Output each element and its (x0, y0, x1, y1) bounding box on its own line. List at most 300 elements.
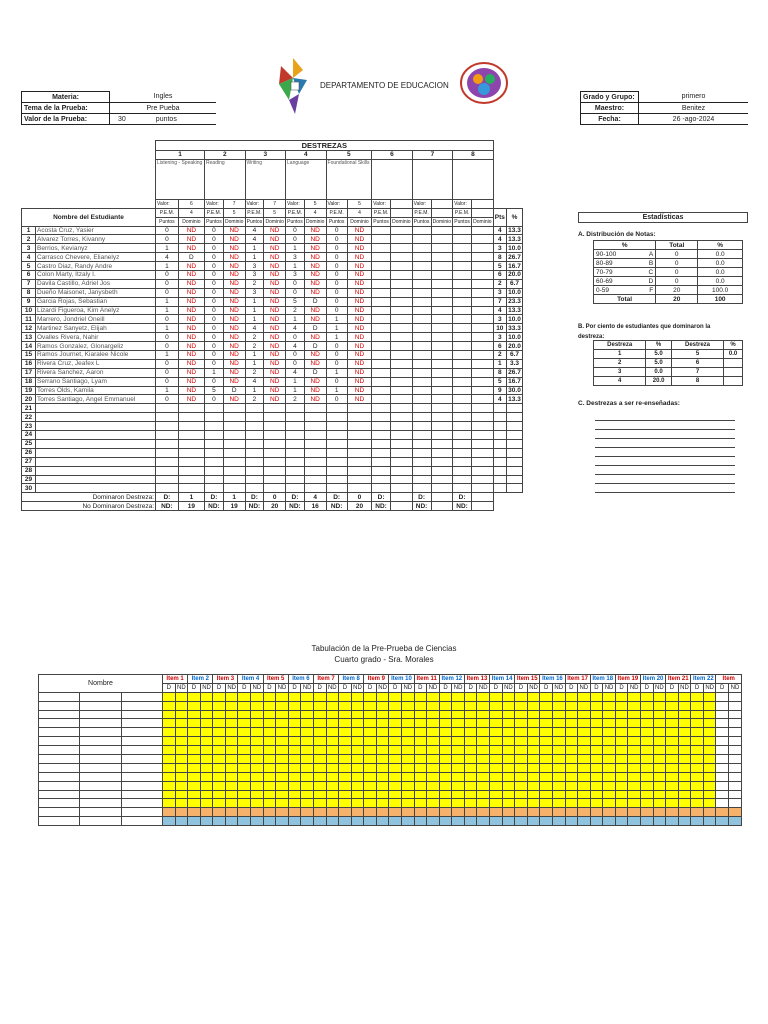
skill-number: 8 (453, 151, 494, 160)
student-percent: 16.7 (508, 262, 521, 270)
skill-points: 1 (156, 262, 179, 271)
total-cell: 100 (698, 295, 743, 304)
count-value: 16 (304, 502, 326, 511)
mastery-cell: 0.0 (646, 368, 672, 377)
student-points: 2 (493, 351, 506, 360)
row-number: 18 (22, 377, 36, 386)
row-number: 19 (22, 386, 36, 395)
skill-points: 0 (156, 235, 179, 244)
skill-points: 0 (326, 342, 347, 351)
skill-mastery: ND (347, 315, 371, 324)
table-row (22, 324, 523, 333)
skill-mastery: ND (264, 244, 286, 253)
item-header: Item 7 (313, 675, 338, 684)
skill-mastery: ND (264, 386, 286, 395)
pts-header: Pts (493, 208, 506, 226)
table-row (22, 448, 523, 457)
skill-mastery: ND (178, 395, 204, 404)
table-row (22, 395, 523, 404)
grade-range: 70-79 (596, 268, 613, 276)
table-row (22, 297, 523, 306)
count-label: ND: (286, 502, 305, 511)
skill-valor: 7 (223, 199, 245, 208)
skill-points: 3 (245, 271, 264, 280)
skill-points: 0 (326, 279, 347, 288)
row-number: 1 (22, 226, 36, 235)
student-points: 3 (493, 315, 506, 324)
skill-points: 1 (156, 324, 179, 333)
item-subheader: ND (202, 684, 211, 691)
skill-points: 4 (156, 253, 179, 262)
skill-mastery: ND (304, 306, 326, 315)
skill-mastery-table (593, 340, 743, 386)
mastery-cell: 3 (594, 368, 646, 377)
student-percent: 30.0 (508, 387, 521, 395)
item-tabulation-table (38, 674, 742, 826)
skill-mastery: ND (223, 395, 245, 404)
skill-points: 0 (156, 288, 179, 297)
student-points: 6 (493, 342, 506, 351)
dominio-label: Dominio (473, 218, 492, 225)
skill-points: 1 (245, 244, 264, 253)
skill-points: 1 (156, 297, 179, 306)
header-right (580, 91, 748, 125)
grade-letter: F (649, 286, 654, 294)
table-row (39, 755, 742, 764)
skill-pem: 4 (304, 208, 326, 217)
student-points: 3 (493, 288, 506, 297)
student-percent: 10.0 (508, 333, 521, 341)
grade-range: 80-89 (596, 259, 613, 267)
skill-mastery: ND (223, 359, 245, 368)
skill-mastery: ND (264, 315, 286, 324)
skill-points: 1 (326, 368, 347, 377)
item-subheader: D (339, 683, 352, 692)
item-header: Item 18 (590, 675, 615, 684)
skill-valor (391, 199, 413, 208)
item-subheader: D (364, 683, 377, 692)
skill-valor: 6 (178, 199, 204, 208)
skill-mastery: ND (178, 359, 204, 368)
sheet2-nombre-header: Nombre (39, 675, 163, 693)
skill-valor (431, 199, 453, 208)
skill-mastery: ND (264, 342, 286, 351)
table-row (22, 342, 523, 351)
skill-mastery: ND (347, 342, 371, 351)
grade-total: 0 (656, 250, 698, 259)
count-value (431, 493, 453, 502)
mastery-col-header: Destreza (594, 341, 646, 350)
dominio-label: Dominio (225, 218, 244, 225)
student-percent: 13.3 (508, 307, 521, 315)
skill-mastery: ND (264, 253, 286, 262)
skill-points: 0 (326, 288, 347, 297)
stats-col-header: % (698, 241, 743, 250)
grade-percent: 0.0 (698, 268, 743, 277)
no-dominaron-row (22, 502, 523, 511)
student-percent: 16.7 (508, 378, 521, 386)
mastery-cell (724, 377, 743, 386)
skill-points: 0 (326, 235, 347, 244)
skills-grade-table (21, 140, 523, 511)
row-number: 30 (22, 484, 36, 493)
skill-mastery: ND (264, 235, 286, 244)
skill-mastery: ND (178, 235, 204, 244)
table-row (22, 359, 523, 368)
student-points: 4 (493, 306, 506, 315)
puntos-label: Puntos (246, 218, 263, 225)
destrezas-title: DESTREZAS (156, 141, 494, 151)
row-number: 9 (22, 297, 36, 306)
grade-row (594, 259, 743, 268)
no-dominaron-row-label: No Dominaron Destreza: (22, 502, 156, 511)
row-number: 10 (22, 306, 36, 315)
sheet2-subtitle: Cuarto grado - Sra. Morales (334, 655, 434, 664)
skill-mastery: ND (264, 279, 286, 288)
item-subheader: D (565, 683, 578, 692)
row-number: 23 (22, 422, 36, 431)
row-number: 20 (22, 395, 36, 404)
table-row (39, 710, 742, 719)
pem-label: P.E.M. (372, 208, 391, 217)
table-row (39, 737, 742, 746)
grade-percent: 0.0 (698, 259, 743, 268)
skill-points: 0 (156, 333, 179, 342)
skill-points: 1 (286, 315, 305, 324)
table-row (22, 457, 523, 466)
skill-points: 1 (245, 253, 264, 262)
student-points: 9 (493, 386, 506, 395)
skill-valor: 5 (347, 199, 371, 208)
item-header: Item 21 (666, 675, 691, 684)
student-percent: 20.0 (508, 342, 521, 350)
table-row (22, 235, 523, 244)
student-name: Berrios, Kevianyz (36, 244, 156, 253)
header-left (21, 91, 216, 125)
skill-pem: 4 (347, 208, 371, 217)
skill-points: 3 (286, 271, 305, 280)
item-subheader: ND (302, 684, 312, 691)
table-row (39, 781, 742, 790)
skill-points: 1 (286, 386, 305, 395)
skill-mastery: ND (304, 333, 326, 342)
grade-letter: A (648, 250, 654, 258)
valor-label: Valor: (245, 199, 264, 208)
item-subheader: ND (403, 684, 413, 691)
skill-points: 3 (245, 288, 264, 297)
count-value: 1 (223, 493, 245, 502)
skill-mastery: ND (178, 333, 204, 342)
item-subheader: ND (327, 684, 337, 691)
row-number: 22 (22, 413, 36, 422)
item-header: Item 19 (615, 675, 640, 684)
item-subheader: D (188, 683, 201, 692)
count-label: ND: (372, 502, 391, 511)
student-name: Ramos Journet, Kiaralee Nicole (36, 351, 156, 360)
count-label: D: (412, 493, 431, 502)
grade-distribution-table (593, 240, 743, 304)
item-header: Item 13 (464, 675, 489, 684)
grade-letter: C (648, 268, 654, 276)
count-label: ND: (453, 502, 472, 511)
skill-name: Reading (205, 159, 246, 199)
count-label: ND: (205, 502, 224, 511)
item-header: Item (716, 675, 742, 684)
skill-mastery: ND (304, 226, 326, 235)
grado-label: Grado y Grupo: (581, 92, 639, 103)
valor-unit: puntos (155, 115, 177, 123)
skill-mastery: ND (178, 244, 204, 253)
table-row (22, 244, 523, 253)
table-row (22, 475, 523, 484)
skill-points: 0 (326, 395, 347, 404)
count-value (472, 502, 494, 511)
skill-pem: 4 (178, 208, 204, 217)
row-number: 17 (22, 368, 36, 377)
skill-mastery: ND (304, 377, 326, 386)
table-row (22, 404, 523, 413)
stats-a-title: A. Distribución de Notas: (578, 231, 656, 238)
mastery-cell (724, 359, 743, 368)
reteach-line (595, 439, 735, 448)
skill-mastery: ND (304, 235, 326, 244)
fecha-label: Fecha: (581, 114, 639, 125)
skill-points: 0 (205, 297, 224, 306)
skill-mastery: ND (347, 271, 371, 280)
skill-valor: 5 (304, 199, 326, 208)
skill-points: 4 (245, 324, 264, 333)
skill-number: 7 (412, 151, 453, 160)
mastery-col-header: Destreza (671, 341, 723, 350)
pem-label: P.E.M. (286, 208, 305, 217)
row-number: 25 (22, 439, 36, 448)
item-header: Item 16 (540, 675, 565, 684)
dominio-label: Dominio (178, 217, 204, 226)
item-subheader: D (666, 683, 679, 692)
skill-points: 0 (205, 244, 224, 253)
skill-mastery: ND (178, 288, 204, 297)
skill-points: 1 (326, 315, 347, 324)
skill-points: 1 (326, 324, 347, 333)
count-label: D: (205, 493, 224, 502)
item-header: Item 8 (339, 675, 364, 684)
skill-points: 5 (205, 386, 224, 395)
mastery-cell: 20.0 (646, 377, 672, 386)
skill-mastery: ND (304, 351, 326, 360)
skill-points: 0 (326, 271, 347, 280)
student-percent: 13.3 (508, 235, 521, 243)
skill-name: Foundational Skills (326, 159, 372, 199)
mastery-cell: 5.0 (646, 359, 672, 368)
skill-points: 1 (156, 351, 179, 360)
skill-mastery: ND (264, 324, 286, 333)
skill-mastery: ND (347, 262, 371, 271)
skill-mastery: D (304, 297, 326, 306)
skill-mastery: ND (223, 297, 245, 306)
skill-pem (431, 208, 453, 217)
skill-mastery: D (223, 386, 245, 395)
mastery-col-header: % (646, 341, 672, 350)
skill-mastery: ND (264, 377, 286, 386)
skill-points: 0 (205, 253, 224, 262)
student-points: 5 (493, 262, 506, 271)
student-name: Colon Marty, Itzaly I. (36, 271, 156, 280)
grade-row (594, 250, 743, 259)
item-subheader: D (414, 683, 427, 692)
item-subheader: ND (478, 684, 488, 691)
count-value (391, 493, 413, 502)
grade-total: 0 (656, 259, 698, 268)
item-subheader: D (313, 683, 326, 692)
item-subheader: D (464, 683, 477, 692)
skill-points: 0 (326, 377, 347, 386)
student-percent: 3.3 (506, 359, 522, 368)
skill-points: 0 (205, 342, 224, 351)
item-subheader: D (515, 683, 528, 692)
student-percent: 13.3 (508, 395, 521, 403)
valor-label: Valor: (326, 199, 347, 208)
grade-range: 0-59 (596, 286, 610, 294)
skill-number: 1 (156, 151, 205, 160)
skill-points: 0 (156, 342, 179, 351)
skill-points: 1 (286, 262, 305, 271)
skill-mastery: ND (223, 235, 245, 244)
skill-mastery: ND (223, 226, 245, 235)
item-header: Item 4 (238, 675, 263, 684)
skill-mastery: ND (178, 262, 204, 271)
grade-row (594, 286, 743, 295)
student-points: 8 (493, 368, 506, 377)
grade-total: 0 (656, 277, 698, 286)
skill-mastery: D (178, 253, 204, 262)
skill-points: 1 (326, 333, 347, 342)
table-row (22, 253, 523, 262)
skill-mastery: ND (264, 226, 286, 235)
dominio-label: Dominio (347, 217, 371, 226)
skill-mastery: ND (347, 279, 371, 288)
reteach-lines (595, 412, 735, 493)
item-subheader: ND (554, 684, 564, 691)
row-number: 27 (22, 457, 36, 466)
skill-points: 0 (156, 315, 179, 324)
skill-mastery: ND (304, 244, 326, 253)
puntos-label: Puntos (156, 217, 179, 226)
item-header: Item 14 (490, 675, 515, 684)
skill-mastery: ND (264, 359, 286, 368)
count-label: ND: (326, 502, 347, 511)
table-row (39, 692, 742, 701)
skill-points: 2 (245, 333, 264, 342)
table-row (22, 315, 523, 324)
grado-value: primero (639, 92, 749, 103)
skill-mastery: ND (178, 368, 204, 377)
count-label: D: (245, 493, 264, 502)
row-number: 4 (22, 253, 36, 262)
skill-points: 0 (326, 306, 347, 315)
valor-value: 30 (118, 115, 126, 123)
skill-mastery: ND (264, 333, 286, 342)
valor-label: Valor: (412, 199, 431, 208)
skill-points: 4 (286, 342, 305, 351)
mastery-row (594, 368, 743, 377)
stats-col-header: % (594, 241, 656, 250)
skill-mastery: ND (304, 262, 326, 271)
skill-mastery: ND (178, 279, 204, 288)
mastery-col-header: % (724, 341, 743, 350)
skill-pem (391, 208, 413, 217)
skill-points: 1 (205, 368, 224, 377)
count-label: ND: (245, 502, 264, 511)
mastery-row (594, 377, 743, 386)
skill-points: 0 (205, 359, 224, 368)
table-row (39, 701, 742, 710)
skill-points: 0 (156, 279, 179, 288)
table-row (39, 817, 742, 826)
student-percent: 10.0 (508, 315, 521, 323)
skill-points: 1 (326, 386, 347, 395)
skill-mastery: ND (223, 333, 245, 342)
student-name: Garcia Rojas, Sebastian (36, 297, 156, 306)
skill-mastery: ND (347, 288, 371, 297)
skill-mastery: ND (264, 271, 286, 280)
skill-points: 0 (205, 395, 224, 404)
item-header: Item 6 (288, 675, 313, 684)
pem-label: P.E.M. (453, 208, 472, 217)
skill-mastery: ND (347, 368, 371, 377)
row-number: 16 (22, 359, 36, 368)
skill-points: 1 (245, 306, 264, 315)
student-points: 1 (493, 359, 506, 368)
row-number: 7 (22, 279, 36, 288)
item-header: Item 2 (188, 675, 213, 684)
count-value: 0 (347, 493, 371, 502)
stats-header: Estadísticas (578, 212, 748, 223)
mastery-cell: 4 (594, 377, 646, 386)
count-label: D: (156, 493, 179, 502)
pem-label: P.E.M. (156, 208, 179, 217)
row-number: 24 (22, 431, 36, 440)
row-number: 15 (22, 351, 36, 360)
skill-mastery: ND (304, 395, 326, 404)
student-points: 8 (493, 253, 506, 262)
student-name: Alvarez Torres, Kivanny (36, 235, 156, 244)
department-logo (273, 56, 313, 116)
student-name: Ramos Gonzalez, Glonargeliz (36, 342, 156, 351)
skill-name (412, 159, 453, 199)
table-row (22, 288, 523, 297)
table-row (39, 719, 742, 728)
skill-points: 4 (286, 324, 305, 333)
row-number: 2 (22, 235, 36, 244)
skill-points: 1 (156, 386, 179, 395)
count-value: 19 (178, 502, 204, 511)
pem-label: P.E.M. (412, 208, 431, 217)
sheet2-title: Tabulación de la Pre-Prueba de Ciencias (311, 644, 457, 653)
student-points: 4 (493, 226, 506, 235)
student-name: Torres Olds, Kamila (36, 386, 156, 395)
skill-mastery: ND (304, 271, 326, 280)
skill-mastery: ND (178, 297, 204, 306)
skill-points: 1 (286, 244, 305, 253)
student-name: Rivera Cruz, Jeafex L (36, 359, 156, 368)
table-row (39, 763, 742, 772)
skill-mastery: ND (178, 342, 204, 351)
skill-mastery: ND (304, 253, 326, 262)
skill-points: 3 (245, 262, 264, 271)
grade-total: 0 (656, 268, 698, 277)
item-subheader: ND (680, 684, 689, 691)
row-number: 6 (22, 271, 36, 280)
